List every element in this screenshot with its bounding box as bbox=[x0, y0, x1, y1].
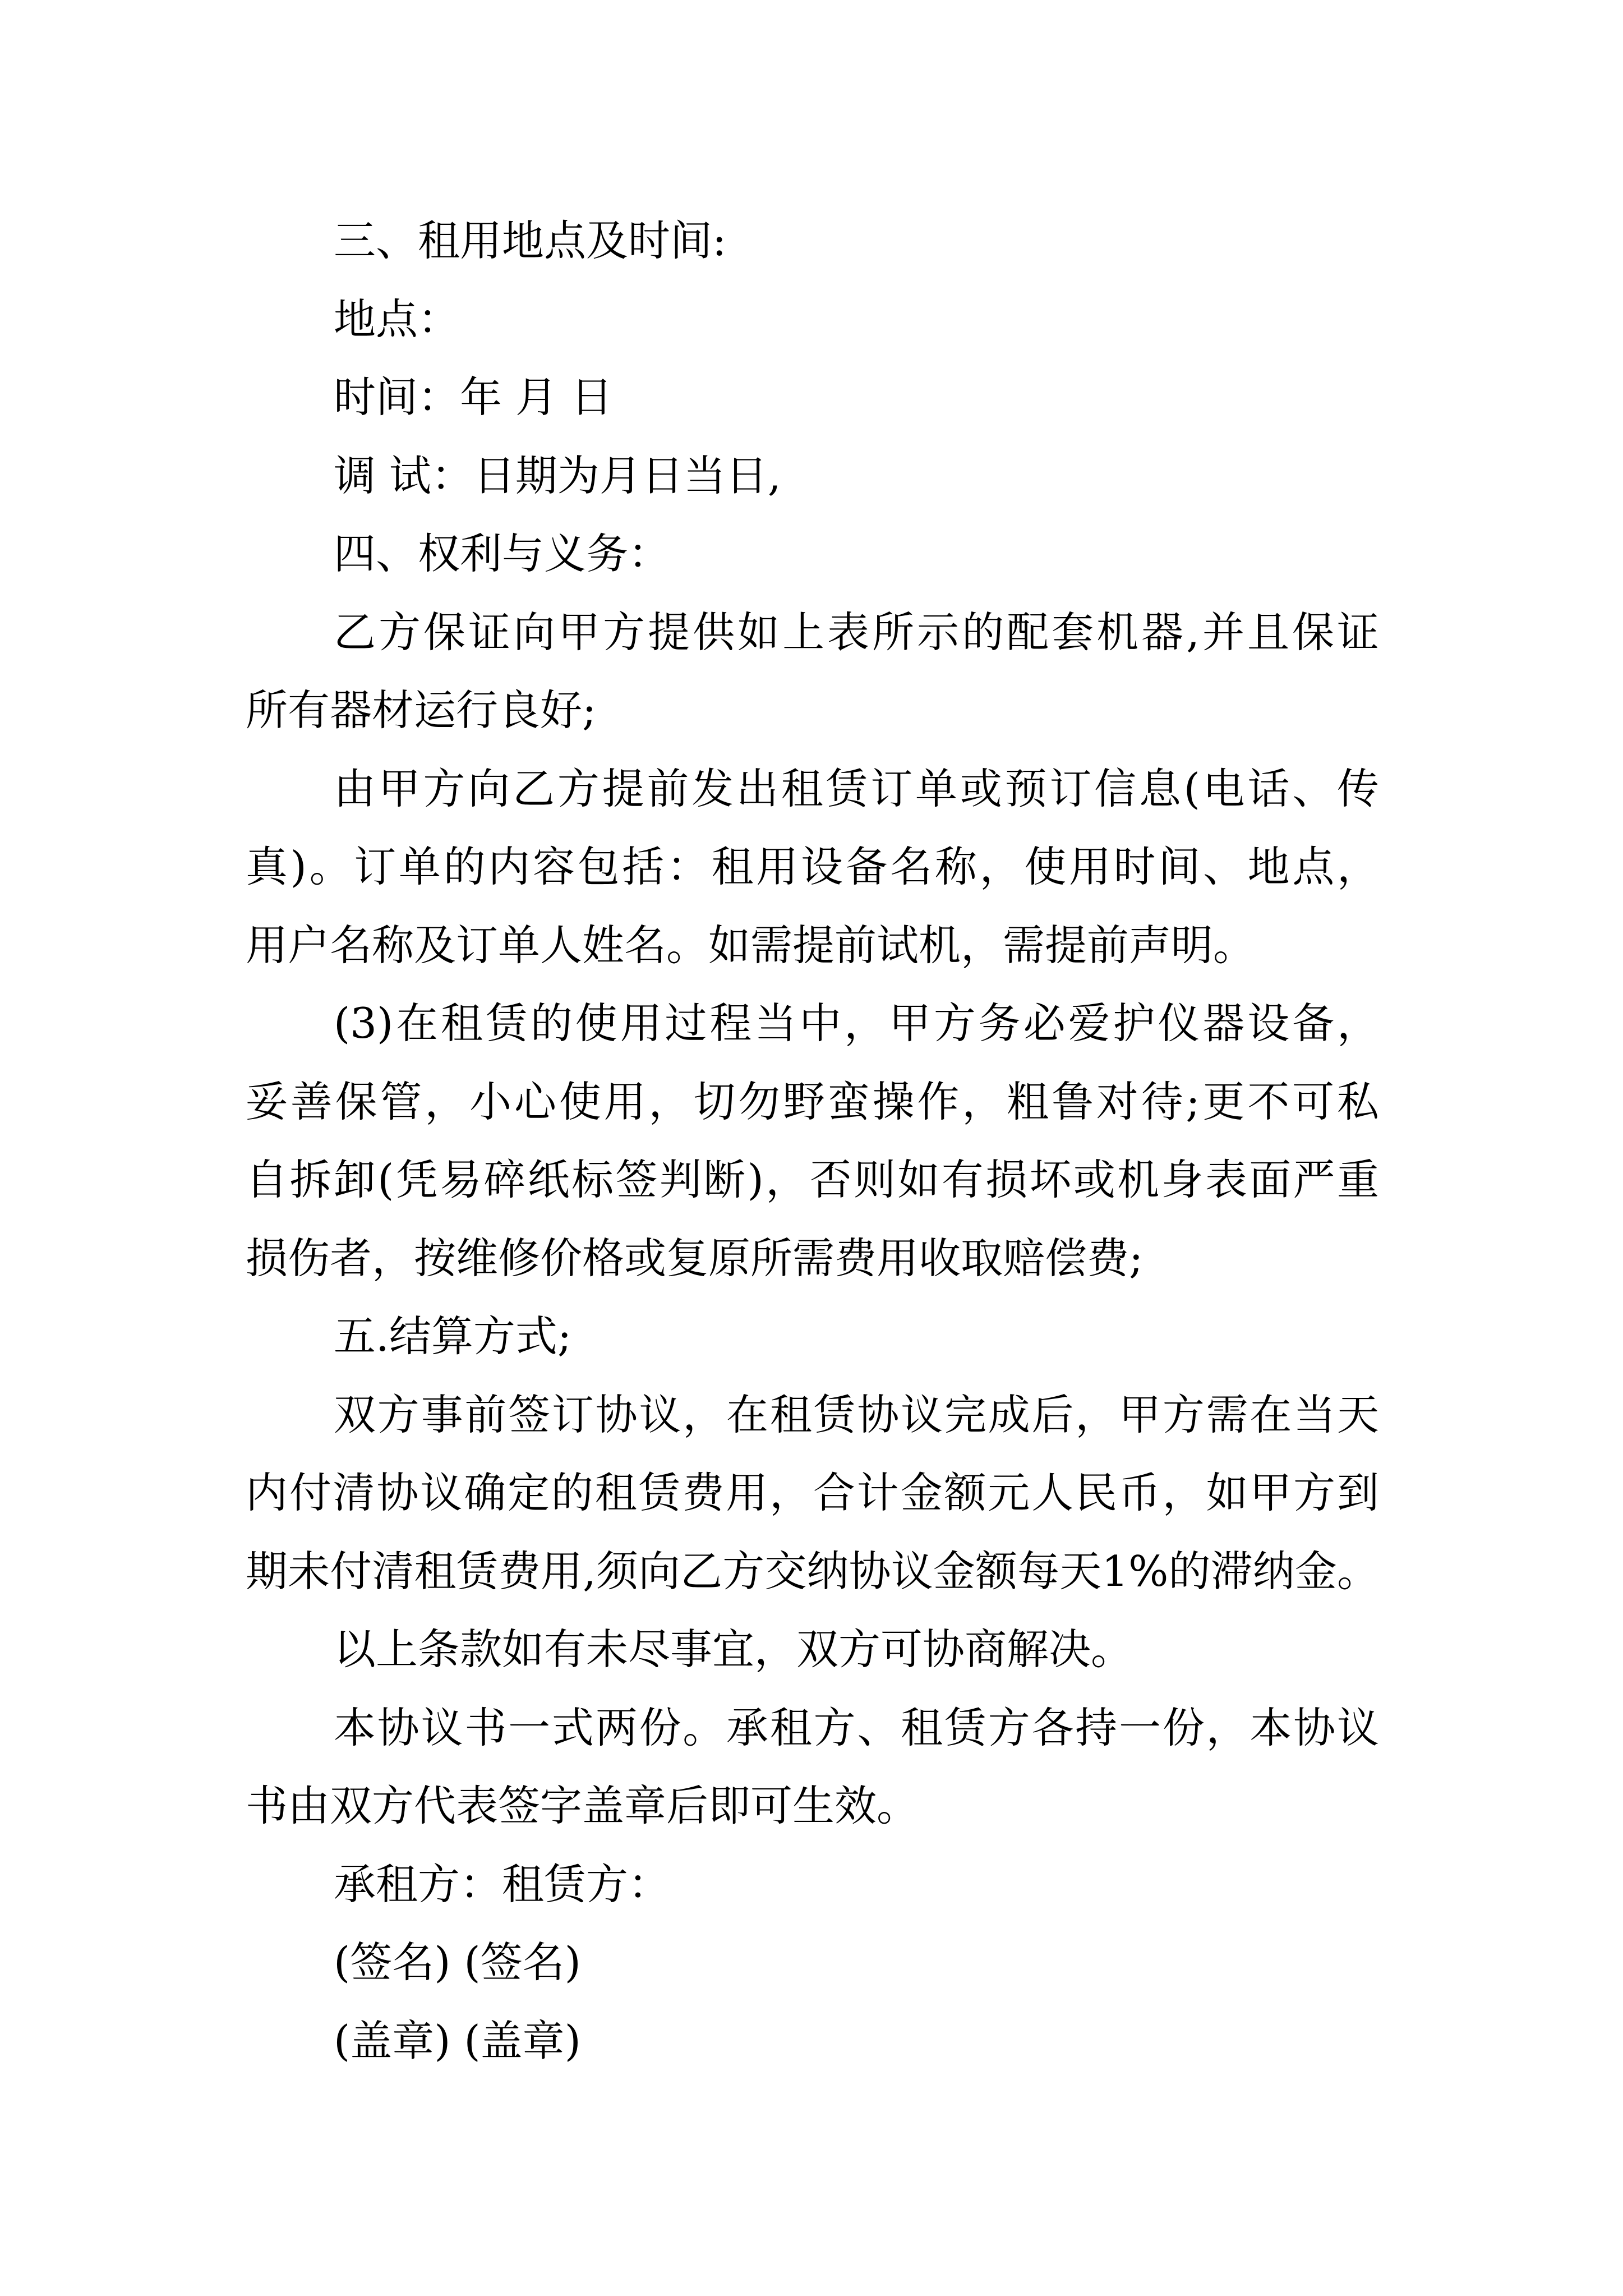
paragraph-text-line: 真)。订单的内容包括：租用设备名称，使用时间、地点， bbox=[246, 842, 1379, 891]
paragraph-text-line: 本协议书一式两份。承租方、租赁方各持一份，本协议 bbox=[334, 1703, 1379, 1752]
paragraph-text-line: 书由双方代表签字盖章后即可生效。 bbox=[246, 1781, 919, 1830]
signature-parties-line: 承租方：租赁方： bbox=[334, 1860, 671, 1909]
paragraph-text-line: (3)在租赁的使用过程当中，甲方务必爱护仪器设备， bbox=[334, 999, 1379, 1048]
section-4-heading: 四、权利与义务： bbox=[334, 529, 671, 578]
paragraph-text-line: 由甲方向乙方提前发出租赁订单或预订信息(电话、传 bbox=[334, 764, 1379, 813]
paragraph-text-line: 内付清协议确定的租赁费用，合计金额元人民币，如甲方到 bbox=[246, 1468, 1379, 1517]
signature-line: (签名) (签名) bbox=[334, 1938, 581, 1987]
paragraph-text-line: 双方事前签订协议，在租赁协议完成后，甲方需在当天 bbox=[334, 1390, 1379, 1439]
paragraph-text-line: 用户名称及订单人姓名。如需提前试机，需提前声明。 bbox=[246, 921, 1256, 970]
debug-date-line: 调 试：日期为月日当日, bbox=[334, 451, 781, 500]
section-3-heading: 三、租用地点及时间: bbox=[334, 216, 727, 265]
time-line: 时间：年 月 日 bbox=[334, 372, 613, 422]
paragraph-text-line: 以上条款如有未尽事宜，双方可协商解决。 bbox=[334, 1625, 1133, 1674]
seal-line: (盖章) (盖章) bbox=[334, 2016, 581, 2065]
paragraph-text-line: 自拆卸(凭易碎纸标签判断)，否则如有损坏或机身表面严重 bbox=[246, 1155, 1379, 1204]
paragraph-text-line: 期未付清租赁费用,须向乙方交纳协议金额每天1%的滞纳金。 bbox=[246, 1547, 1379, 1596]
paragraph-text-line: 妥善保管，小心使用，切勿野蛮操作，粗鲁对待;更不可私 bbox=[246, 1077, 1379, 1126]
section-5-heading: 五.结算方式; bbox=[334, 1312, 572, 1361]
paragraph-text-line: 所有器材运行良好; bbox=[246, 685, 597, 735]
location-line: 地点： bbox=[334, 295, 460, 344]
paragraph-text-line: 损伤者，按维修价格或复原所需费用收取赔偿费; bbox=[246, 1234, 1144, 1283]
paragraph-text-line: 乙方保证向甲方提供如上表所示的配套机器,并且保证 bbox=[334, 608, 1379, 657]
